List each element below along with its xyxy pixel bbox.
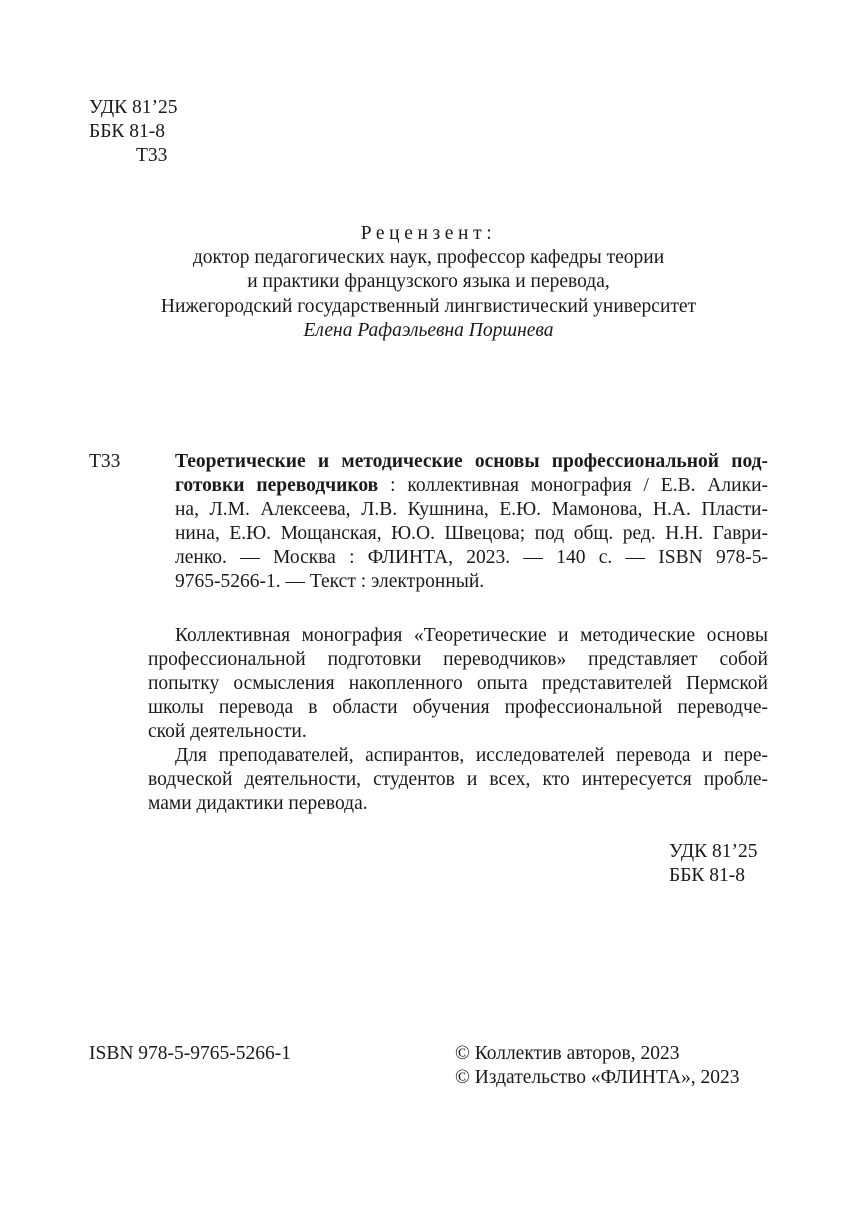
isbn: ISBN 978-5-9765-5266-1	[89, 1043, 292, 1064]
copyright-authors: © Коллектив авторов, 2023	[455, 1043, 680, 1064]
annotation-line: ской деятельности.	[148, 721, 307, 742]
annotation-line: мами дидактики перевода.	[148, 793, 368, 814]
udk-code: УДК 81’25	[89, 97, 178, 118]
reviewer-line: и практики французского языка и перевода,	[247, 271, 610, 293]
biblio-line: 9765-5266-1. — Текст : электронный.	[175, 571, 485, 592]
bbk-code: ББК 81-8	[89, 121, 166, 142]
biblio-line: на, Л.М. Алексеева, Л.В. Кушнина, Е.Ю. Мамонова, Н.А. Пласти-	[175, 499, 768, 520]
biblio-line	[175, 474, 768, 498]
biblio-line: нина, Е.Ю. Мощанская, Ю.О. Швецова; под общ. ред. Н.Н. Гаври-	[175, 523, 768, 544]
udk-code: УДК 81’25	[669, 841, 758, 862]
annotation-paragraph	[148, 624, 768, 744]
biblio-line	[175, 450, 768, 474]
copyright-publisher: © Издательство «ФЛИНТА», 2023	[455, 1067, 740, 1088]
annotation-paragraph	[148, 744, 768, 816]
annotation-line: Для преподавателей, аспирантов, исследователей перевода и пере-	[175, 745, 768, 766]
reviewer-heading: Рецензент:	[360, 223, 497, 244]
bibliographic-code: Т33	[89, 451, 121, 472]
classification-block	[89, 96, 178, 168]
book-title: готовки переводчиков	[175, 475, 379, 496]
annotation-line: Коллективная монография «Теоретические и методические основы	[175, 625, 768, 646]
reviewer-line: доктор педагогических наук, профессор кафедры теории	[192, 247, 665, 269]
annotation-line: водческой деятельности, студентов и всех, кто интересуется пробле-	[148, 769, 768, 790]
reviewer-name: Елена Рафаэльевна Поршнева	[303, 319, 554, 341]
annotation-line: попытку осмысления накопленного опыта представителей Пермской	[148, 673, 768, 694]
bbk-code: ББК 81-8	[669, 865, 746, 886]
biblio-text: : коллективная монография / Е.В. Алики-	[378, 475, 768, 496]
annotation-line: профессиональной подготовки переводчиков» представляет собой	[148, 649, 768, 670]
reviewer-block	[0, 222, 857, 343]
annotation-line: школы перевода в области обучения профессиональной переводче-	[148, 697, 768, 718]
reviewer-line: Нижегородский государственный лингвистический университет	[160, 295, 697, 317]
biblio-line: ленко. — Москва : ФЛИНТА, 2023. — 140 с. — ISBN 978-5-	[175, 547, 768, 568]
book-title: Теоретические и методические основы профессиональной под-	[175, 451, 768, 472]
annotation	[148, 624, 768, 816]
author-mark: Т33	[136, 145, 168, 166]
bibliographic-record	[175, 450, 768, 594]
classification-block-bottom	[669, 840, 758, 888]
copyright-block	[455, 1042, 739, 1090]
